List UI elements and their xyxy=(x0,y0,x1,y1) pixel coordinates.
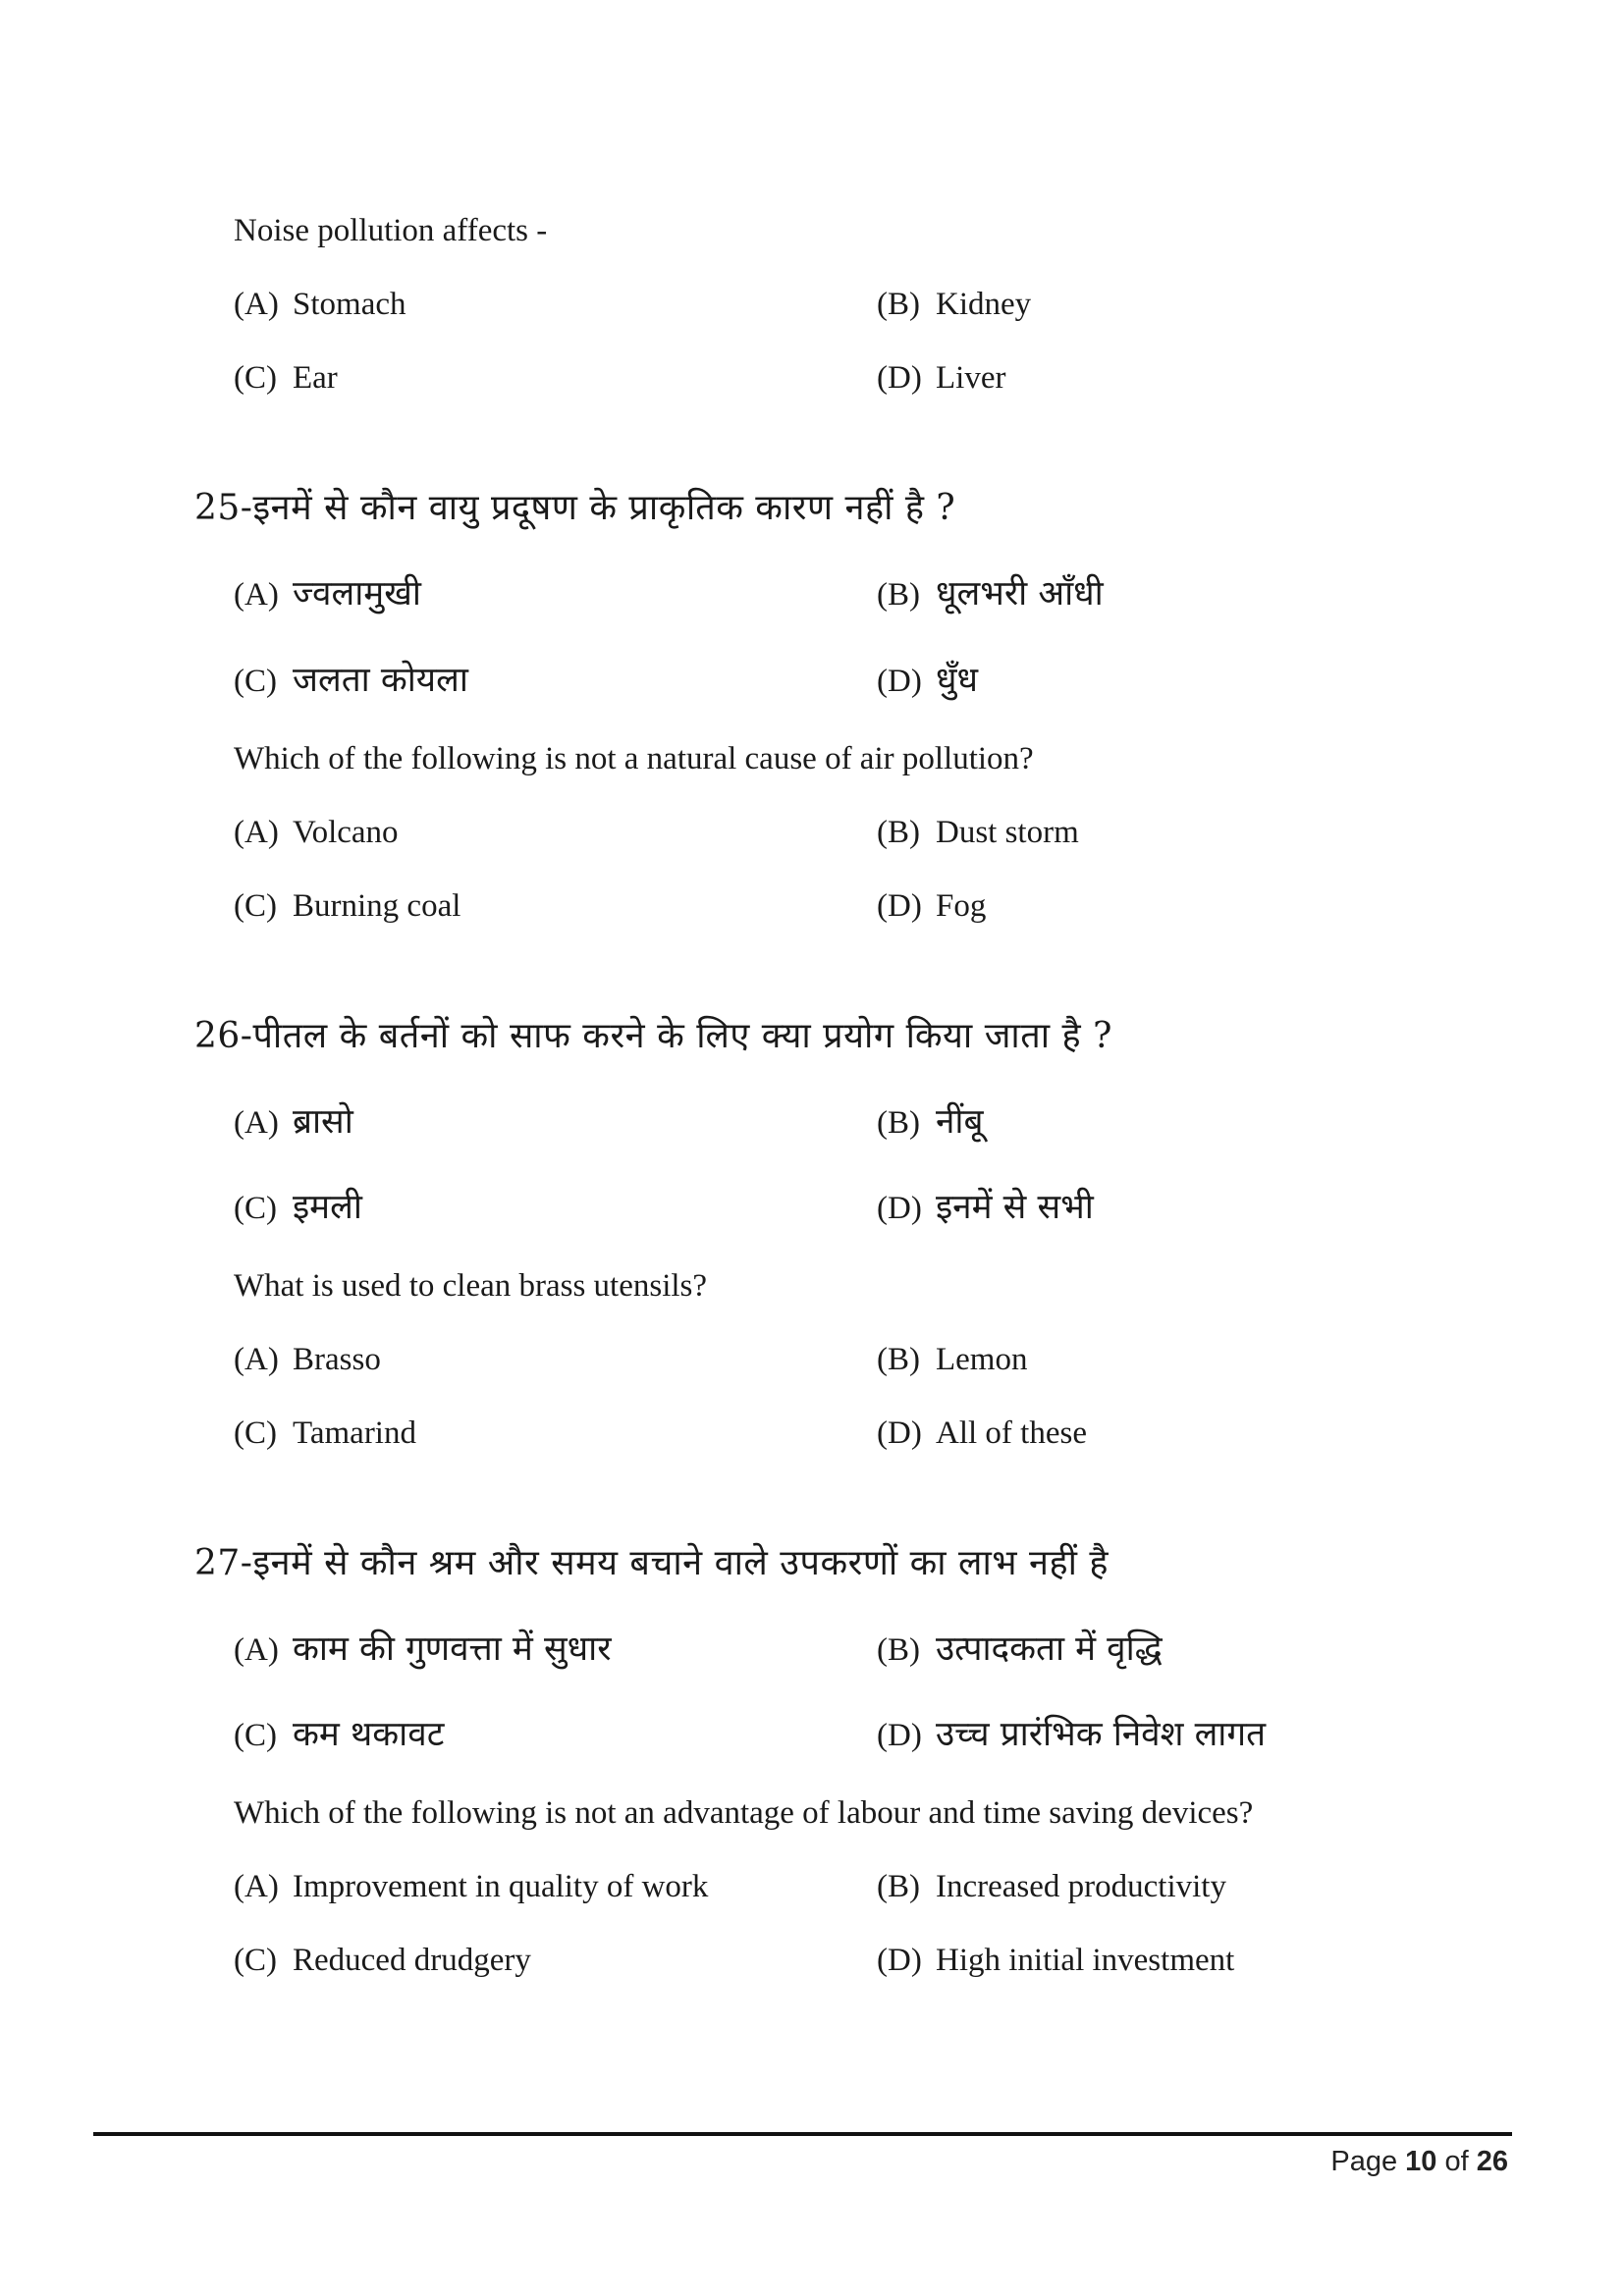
option-label: (A) xyxy=(234,287,279,322)
q25-hi-option-b xyxy=(877,569,1104,615)
option-label: (B) xyxy=(877,287,920,322)
option-text: Brasso xyxy=(293,1342,381,1377)
total-pages-number: 26 xyxy=(1476,2146,1508,2177)
of-word: of xyxy=(1444,2146,1469,2177)
option-text: उच्च प्रारंभिक निवेश लागत xyxy=(936,1715,1267,1754)
option-text: Volcano xyxy=(293,815,399,850)
q27-en-option-d xyxy=(877,1943,1234,1979)
question-24-english-text: Noise pollution affects - xyxy=(234,213,548,248)
page-word: Page xyxy=(1330,2146,1398,2177)
q24-en-option-c xyxy=(234,360,338,397)
q25-hi-option-d xyxy=(877,656,978,702)
option-text: धुँध xyxy=(936,661,979,700)
q25-en-option-b xyxy=(877,815,1079,851)
option-text: Improvement in quality of work xyxy=(293,1869,709,1904)
q25-hi-option-a xyxy=(234,569,421,615)
option-text: All of these xyxy=(936,1415,1087,1451)
option-label: (B) xyxy=(877,1342,920,1377)
option-label: (C) xyxy=(234,1415,277,1451)
q26-hi-option-c xyxy=(234,1183,362,1229)
q26-hi-option-a xyxy=(234,1097,353,1144)
option-label: (B) xyxy=(877,1105,920,1141)
option-text: इमली xyxy=(293,1188,362,1227)
footer-divider xyxy=(93,2132,1512,2136)
question-26-hindi-text: 26-पीतल के बर्तनों को साफ करने के लिए क्या प्रयोग किया जाता है ? xyxy=(194,1016,1112,1056)
option-text: Increased productivity xyxy=(936,1869,1226,1904)
q26-en-option-a xyxy=(234,1342,381,1378)
option-text: Dust storm xyxy=(936,815,1079,850)
option-text: Ear xyxy=(293,360,338,396)
q26-en-option-d xyxy=(877,1415,1087,1452)
option-label: (D) xyxy=(877,1191,922,1226)
option-label: (B) xyxy=(877,577,920,613)
option-label: (C) xyxy=(234,664,277,699)
option-text: Burning coal xyxy=(293,888,461,924)
q25-hi-option-c xyxy=(234,656,468,702)
option-text: उत्पादकता में वृद्धि xyxy=(936,1629,1163,1669)
option-text: कम थकावट xyxy=(293,1715,445,1754)
q27-en-option-a xyxy=(234,1869,708,1905)
option-label: (D) xyxy=(877,888,922,924)
q26-hi-option-b xyxy=(877,1097,983,1144)
q27-hi-option-a xyxy=(234,1625,612,1671)
question-26-english-text: What is used to clean brass utensils? xyxy=(234,1268,708,1304)
option-text: Reduced drudgery xyxy=(293,1943,531,1978)
question-27-hindi-text: 27-इनमें से कौन श्रम और समय बचाने वाले उपकरणों का लाभ नहीं है xyxy=(194,1543,1109,1583)
option-text: धूलभरी आँधी xyxy=(936,574,1104,614)
option-text: इनमें से सभी xyxy=(936,1188,1094,1227)
option-label: (D) xyxy=(877,1415,922,1451)
q26-en-option-c xyxy=(234,1415,416,1452)
option-text: Liver xyxy=(936,360,1006,396)
q24-en-option-b xyxy=(877,287,1031,323)
q27-hi-option-d xyxy=(877,1710,1266,1756)
option-text: जलता कोयला xyxy=(293,661,468,700)
option-label: (A) xyxy=(234,1632,279,1668)
q25-en-option-c xyxy=(234,888,460,925)
option-text: नींबू xyxy=(936,1102,984,1142)
option-label: (A) xyxy=(234,1342,279,1377)
option-text: Kidney xyxy=(936,287,1032,322)
question-25-hindi-text: 25-इनमें से कौन वायु प्रदूषण के प्राकृतिक कारण नहीं है ? xyxy=(194,488,956,528)
option-text: काम की गुणवत्ता में सुधार xyxy=(293,1629,612,1669)
option-label: (B) xyxy=(877,1869,920,1904)
option-text: ब्रासो xyxy=(293,1102,353,1142)
q27-en-option-c xyxy=(234,1943,531,1979)
q26-hi-option-d xyxy=(877,1183,1094,1229)
option-label: (D) xyxy=(877,1718,922,1753)
option-label: (A) xyxy=(234,1869,279,1904)
question-25-english-text: Which of the following is not a natural cause of air pollution? xyxy=(234,741,1034,776)
option-text: Stomach xyxy=(293,287,406,322)
option-label: (B) xyxy=(877,815,920,850)
q24-en-option-a xyxy=(234,287,406,323)
q25-en-option-a xyxy=(234,815,399,851)
page-number-footer xyxy=(1330,2146,1508,2178)
option-label: (A) xyxy=(234,577,279,613)
option-label: (D) xyxy=(877,664,922,699)
option-label: (D) xyxy=(877,360,922,396)
option-label: (C) xyxy=(234,1191,277,1226)
option-label: (C) xyxy=(234,1943,277,1978)
q24-en-option-d xyxy=(877,360,1005,397)
option-label: (C) xyxy=(234,888,277,924)
option-label: (C) xyxy=(234,1718,277,1753)
option-text: Tamarind xyxy=(293,1415,416,1451)
option-label: (C) xyxy=(234,360,277,396)
option-text: Fog xyxy=(936,888,987,924)
q26-en-option-b xyxy=(877,1342,1027,1378)
option-text: Lemon xyxy=(936,1342,1028,1377)
q25-en-option-d xyxy=(877,888,986,925)
option-label: (D) xyxy=(877,1943,922,1978)
option-label: (A) xyxy=(234,1105,279,1141)
q27-hi-option-c xyxy=(234,1710,444,1756)
option-label: (A) xyxy=(234,815,279,850)
question-27-english-text: Which of the following is not an advantage of labour and time saving devices? xyxy=(234,1795,1254,1831)
q27-en-option-b xyxy=(877,1869,1226,1905)
current-page-number: 10 xyxy=(1405,2146,1437,2177)
option-label: (B) xyxy=(877,1632,920,1668)
option-text: High initial investment xyxy=(936,1943,1235,1978)
option-text: ज्वलामुखी xyxy=(293,574,421,614)
q27-hi-option-b xyxy=(877,1625,1163,1671)
